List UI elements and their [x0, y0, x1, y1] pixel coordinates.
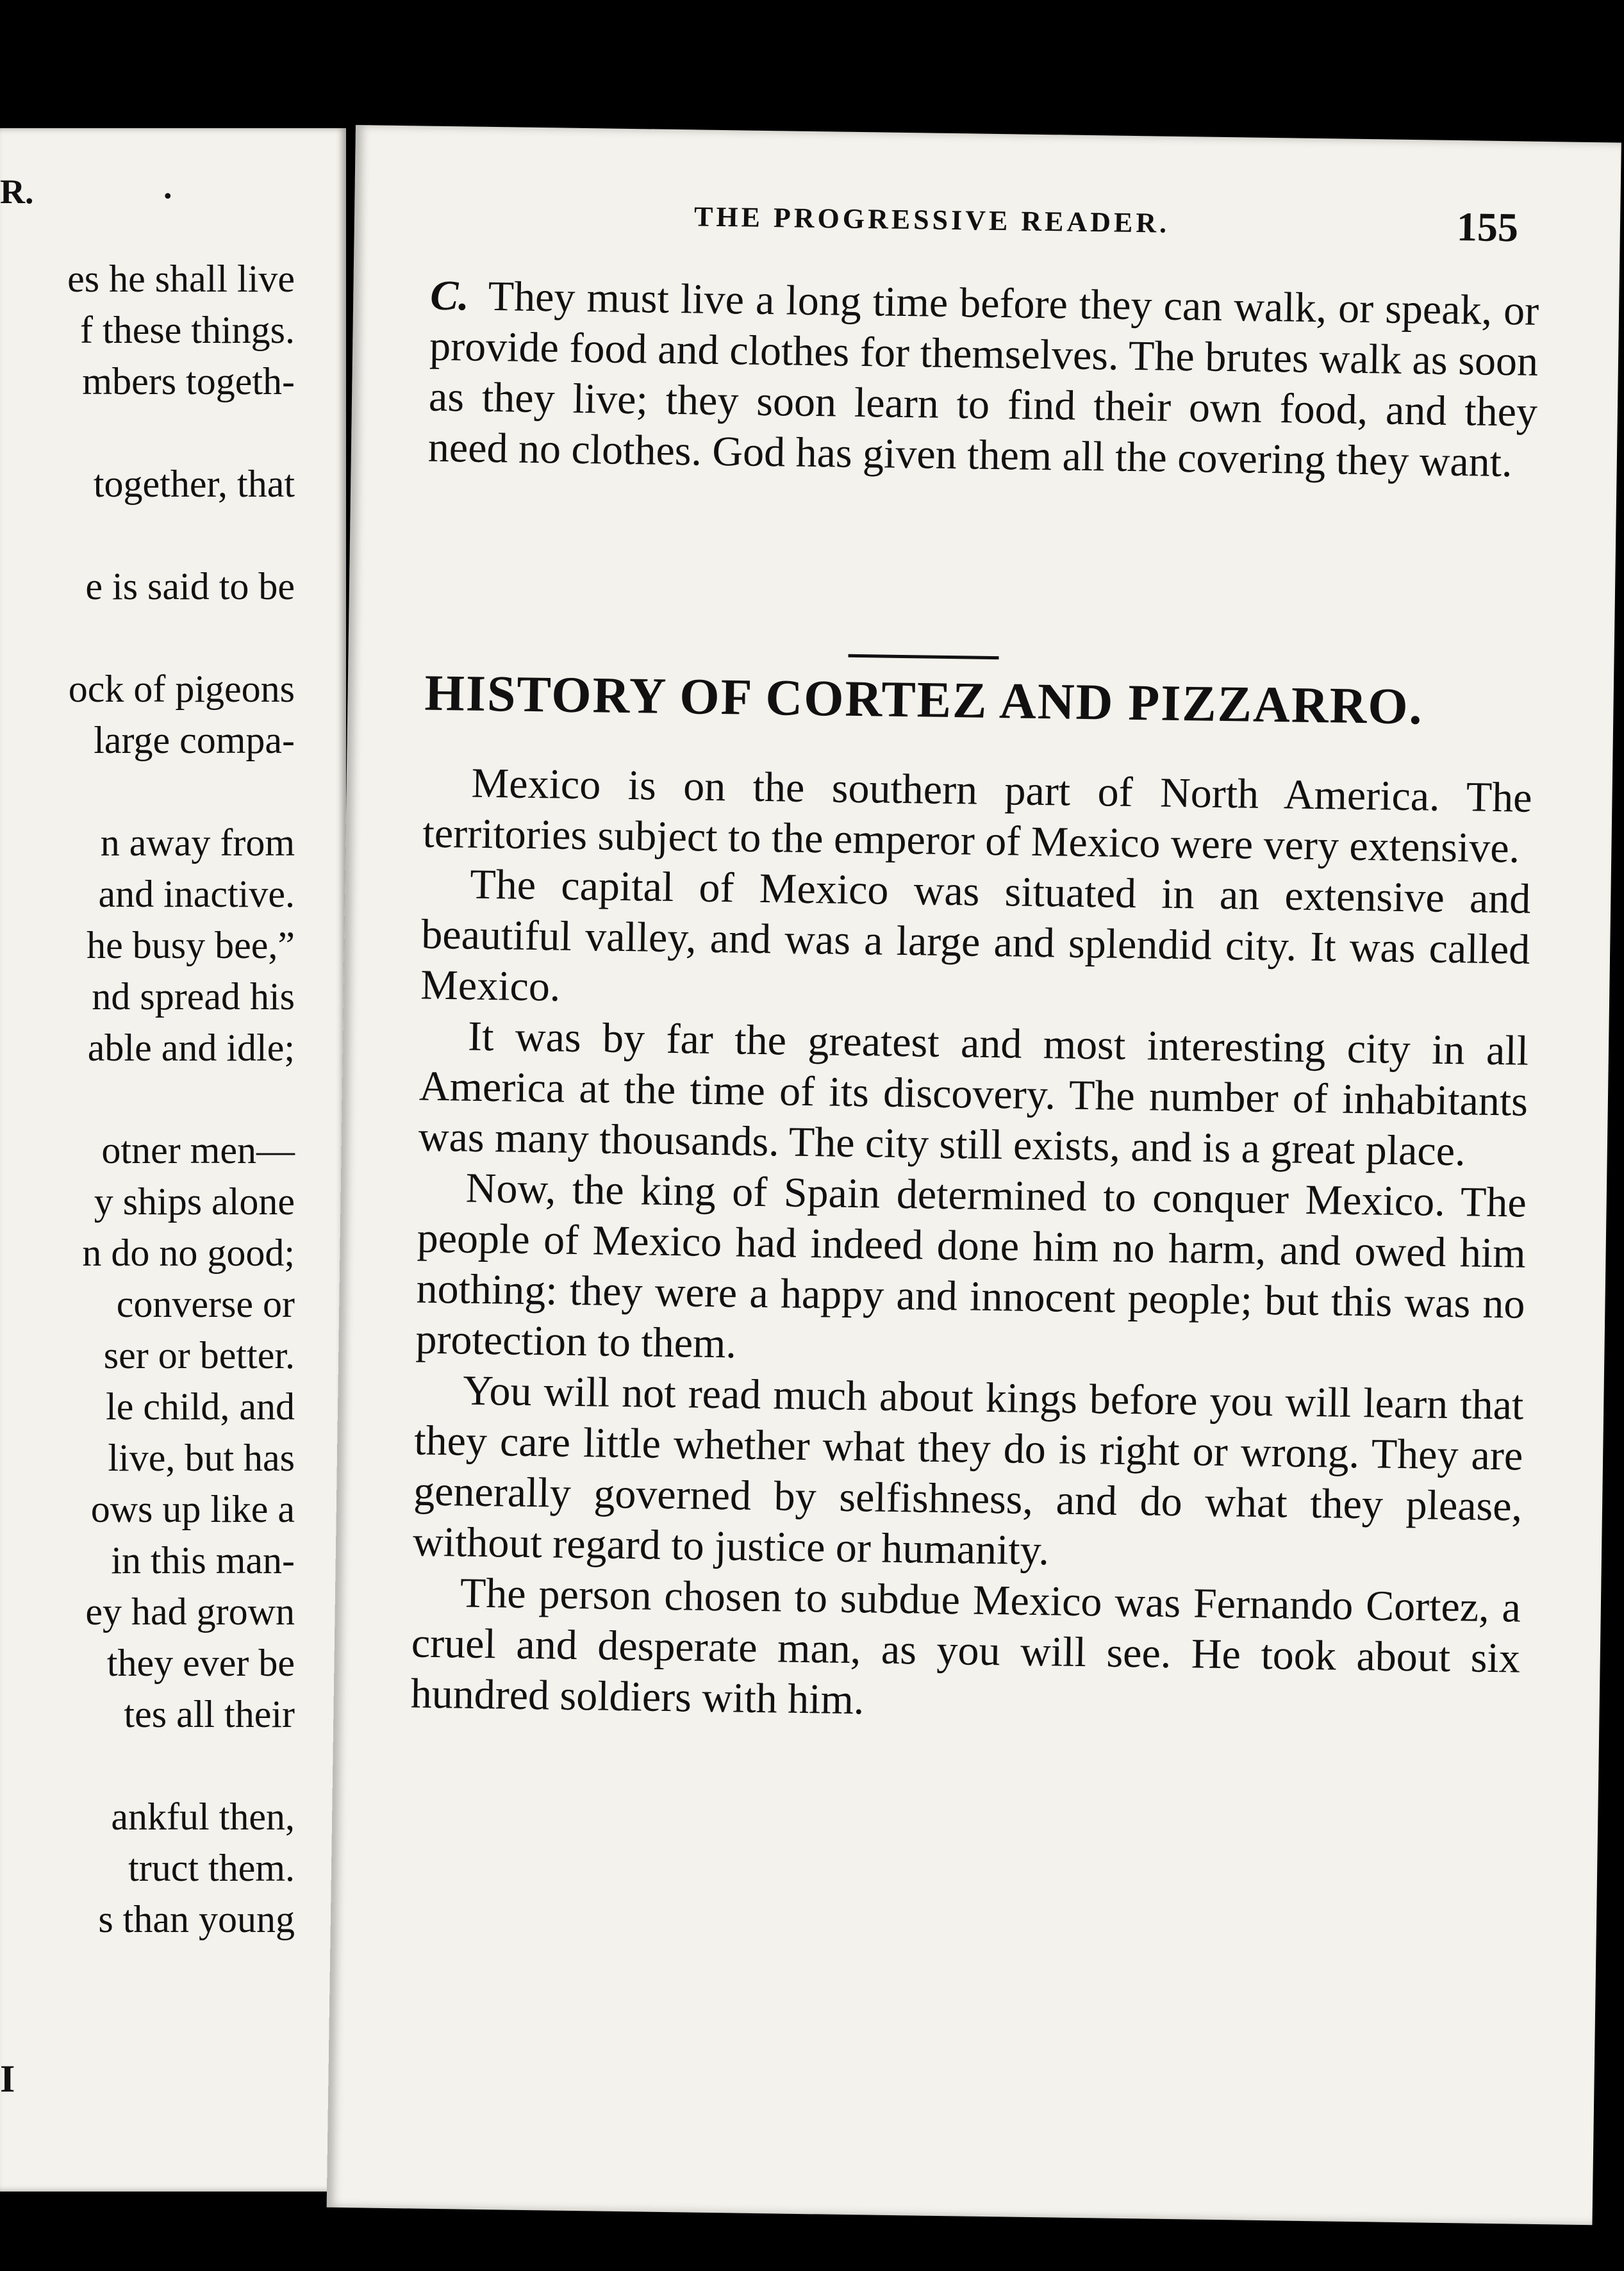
left-text-line: able and idle; — [87, 1027, 295, 1069]
left-text-line: live, but has — [108, 1437, 295, 1479]
left-text-line: es he shall live — [67, 258, 295, 300]
section-divider — [848, 654, 998, 659]
dialogue-block — [427, 270, 1539, 488]
running-head: THE PROGRESSIVE READER. — [693, 201, 1170, 239]
body-paragraph: It was by far the greatest and most interesting city in all America at the time of its discovery. The number of inhabitants was many thousands. The city still exists, and is a great place. — [418, 1012, 1529, 1175]
left-text-line: he busy bee,” — [87, 924, 295, 966]
section-title: HISTORY OF CORTEZ AND PIZZARRO. — [424, 665, 1424, 736]
section-body — [410, 757, 1532, 1735]
left-text-line: ock of pigeons — [68, 668, 295, 710]
left-text-line: n do no good; — [82, 1232, 295, 1274]
left-text-line: n away from — [100, 822, 295, 864]
left-text-line: f these things. — [80, 309, 295, 351]
body-paragraph: Now, the king of Spain determined to conquer Mexico. The people of Mexico had indeed done him no harm, and owed him nothing: they were a happy and innocent people; but this was no protection to them. — [415, 1164, 1527, 1367]
body-paragraph: The capital of Mexico was situated in an extensive and beautiful valley, and was a large and splendid city. It was called Mexico. — [420, 861, 1531, 1011]
left-text-line: large compa- — [94, 719, 295, 761]
body-paragraph: Mexico is on the southern part of North America. The territories subject to the emperor of Mexico were very extensive. — [422, 759, 1533, 872]
left-text-line: ows up like a — [90, 1488, 295, 1530]
left-text-line: e is said to be — [85, 565, 295, 607]
left-text-line: nd spread his — [92, 975, 295, 1018]
left-text-line: y ships alone — [94, 1180, 295, 1223]
left-text-line: mbers togeth- — [82, 360, 295, 402]
body-paragraph: You will not read much about kings before you will learn that they care little whether what they do is right or wrong. They are generally governed by selfishness, and do what they please, without regard to justice or humanity. — [412, 1367, 1524, 1574]
left-text-line: ey had grown — [85, 1590, 295, 1633]
left-text-line: they ever be — [106, 1642, 295, 1684]
dialogue-paragraph — [427, 270, 1539, 488]
left-text-line: ankful then, — [111, 1796, 295, 1838]
left-text-line: le child, and — [106, 1385, 295, 1428]
left-footer-mark: I — [0, 2058, 15, 2100]
dialogue-text: They must live a long time before they can walk, or speak, or provide food and clothes for themselves. The brutes walk as soon as they live; they soon learn to find their own food, and they need no clothes. God has given them all the covering they want. — [427, 272, 1539, 486]
left-text-line: converse or — [116, 1283, 295, 1325]
left-text-line: s than young — [98, 1898, 295, 1940]
left-page — [0, 128, 346, 2192]
page-number: 155 — [1456, 204, 1519, 251]
left-text-line: in this man- — [111, 1539, 295, 1581]
left-text-line: ser or better. — [103, 1334, 295, 1376]
right-page — [327, 125, 1621, 2225]
speaker-label: C. — [429, 272, 470, 320]
left-text-line: tes all their — [124, 1693, 295, 1735]
left-header-mark: . — [163, 167, 172, 206]
body-paragraph: The person chosen to subdue Mexico was Fernando Cortez, a cruel and desperate man, as you will see. He took about six hundred soldiers with him. — [410, 1569, 1521, 1724]
left-text-line: together, that — [93, 463, 295, 505]
left-text-line: otner men— — [101, 1129, 295, 1171]
left-text-line: truct them. — [128, 1847, 295, 1889]
left-running-head: R. — [0, 172, 34, 211]
left-text-line: and inactive. — [98, 873, 295, 915]
